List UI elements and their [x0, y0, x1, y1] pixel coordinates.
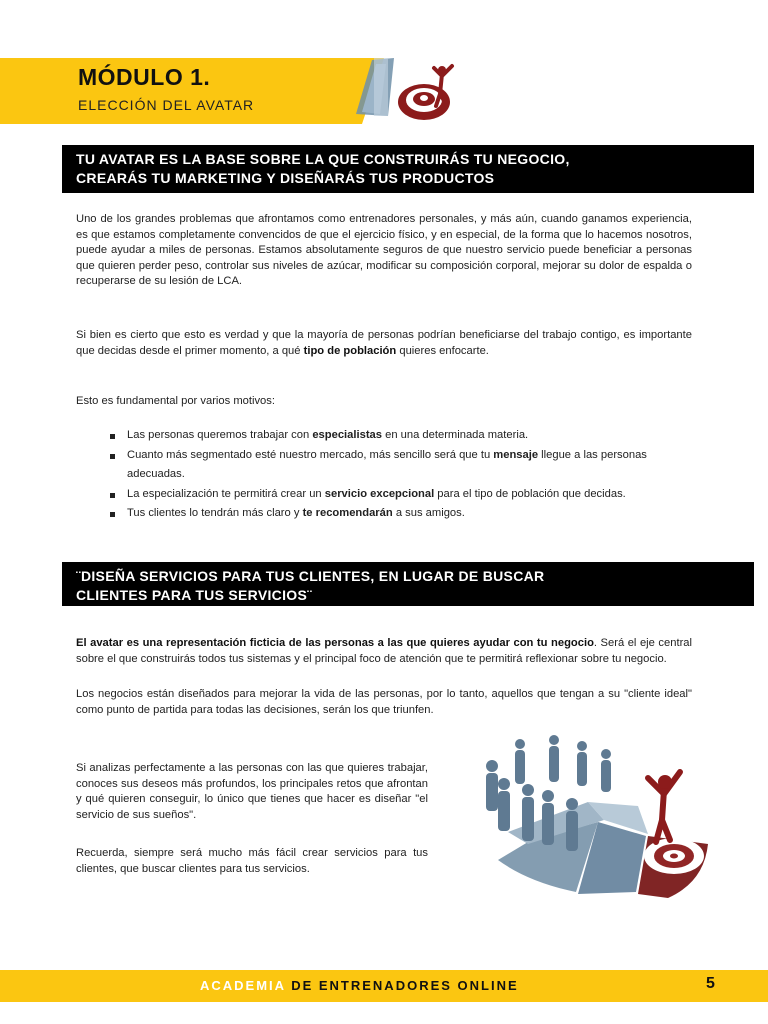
- section-heading-line: TU AVATAR ES LA BASE SOBRE LA QUE CONSTRUIRÁS TU NEGOCIO,: [76, 151, 570, 167]
- population-paragraph: Si bien es cierto que esto es verdad y que la mayoría de personas podrían beneficiarse del trabajo contigo, es importante que decidas desde el primer momento, a qué tipo de población quieres enfocarte.: [76, 329, 692, 357]
- reasons-lead: Esto es fundamental por varios motivos:: [76, 395, 275, 407]
- list-item: La especialización te permitirá crear un servicio excepcional para el tipo de población que decidas.: [108, 485, 692, 505]
- reminder-paragraph: Recuerda, siempre será mucho más fácil crear servicios para tus clientes, que buscar clientes para tus servicios.: [76, 847, 428, 875]
- section-heading-design-services: [62, 562, 754, 606]
- reasons-list: [108, 426, 692, 524]
- page-number: 5: [706, 975, 715, 992]
- audience-segment-illustration: [468, 732, 730, 908]
- business-paragraph: Los negocios están diseñados para mejorar la vida de las personas, por lo tanto, aquellos que tengan a su "cliente ideal" como punto de partida para todas las decisiones, serán los que triunfen.: [76, 688, 692, 716]
- target-illustration: [348, 54, 460, 126]
- section-heading-line: ¨DISEÑA SERVICIOS PARA TUS CLIENTES, EN LUGAR DE BUSCAR: [76, 568, 545, 584]
- emphasis-text: El avatar es una representación ficticia de las personas a las que quieres ayudar con tu negocio: [76, 637, 594, 649]
- module-title: MÓDULO 1.: [78, 64, 211, 90]
- avatar-definition-paragraph: El avatar es una representación ficticia de las personas a las que quieres ayudar con tu negocio. Será el eje central sobre el que construirás todos tus sistemas y el principal foco de atención que te permitirá reflexionar sobre tu negocio.: [76, 637, 692, 665]
- intro-paragraph: Uno de los grandes problemas que afrontamos como entrenadores personales, y más aún, cuando ganamos experiencia, es que estamos completamente convencidos de que el ejercicio físico, y en especial, de la forma que lo hacemos nosotros, puede ayudar a miles de personas. Estamos absolutamente seguros de que nuestro servicio puede beneficiar a personas que quieren perder peso, controlar sus niveles de azúcar, modificar su composición corporal, mejorar su dolor de espalda o recuperarse de su lesión de LCA.: [76, 213, 692, 288]
- footer-title: ACADEMIA DE ENTRENADORES ONLINE: [200, 978, 519, 993]
- section-heading-line: CLIENTES PARA TUS SERVICIOS¨: [76, 587, 313, 603]
- list-item: Las personas queremos trabajar con especialistas en una determinada materia.: [108, 426, 692, 446]
- section-heading-line: CREARÁS TU MARKETING Y DISEÑARÁS TUS PRODUCTOS: [76, 170, 495, 186]
- list-item: Tus clientes lo tendrán más claro y te recomendarán a sus amigos.: [108, 504, 692, 524]
- module-subtitle: ELECCIÓN DEL AVATAR: [78, 97, 255, 113]
- list-item: Cuanto más segmentado esté nuestro mercado, más sencillo será que tu mensaje llegue a las personas adecuadas.: [108, 446, 692, 485]
- analysis-paragraph: Si analizas perfectamente a las personas con las que quieres trabajar, conoces sus deseos más profundos, los principales retos que afrontan y qué quieren conseguir, lo único que tienes que hacer es diseñar "el servicio de sus sueños".: [76, 762, 428, 821]
- emphasis-text: tipo de población: [303, 344, 397, 357]
- footer-brand: ACADEMIA: [200, 978, 286, 993]
- section-heading-avatar-base: [62, 145, 754, 193]
